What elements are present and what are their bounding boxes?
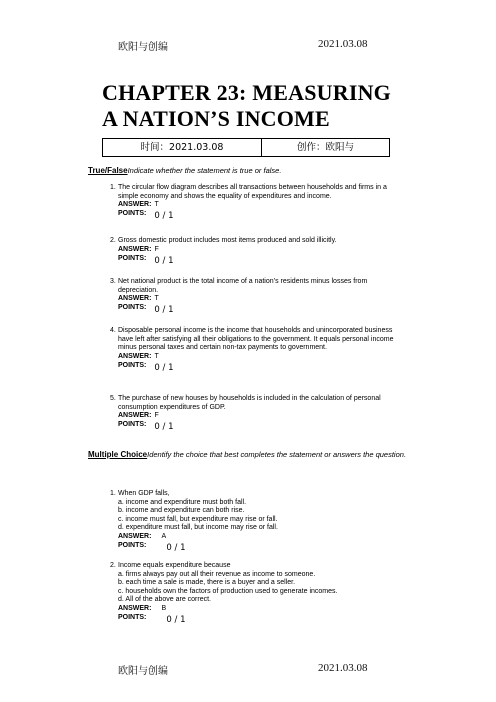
option-d: d. All of the above are correct. bbox=[118, 596, 211, 603]
answer-value: T bbox=[154, 201, 159, 208]
mc-question-1: 1. When GDP falls, a. income and expenditure must both fall. b. income and expenditure can both rise. c. income must fall, but expenditure may rise or fall. d. expenditure must fall, but income may rise or fall. ANSWER: A POINTS: 0 / 1 bbox=[118, 490, 400, 550]
footer-date: 2021.03.08 bbox=[318, 662, 368, 674]
question-text: Gross domestic product includes most items produced and sold illicitly. bbox=[118, 237, 337, 244]
points-value: 0 / 1 bbox=[154, 305, 174, 315]
option-a: a. firms always pay out all their revenue as income to someone. bbox=[118, 570, 316, 578]
tf-question-5: 5. The purchase of new houses by households is included in the calculation of personal consumption expenditures of GDP. ANSWER: F POINTS: 0 / 1 bbox=[110, 395, 381, 432]
question-text: Net national product is the total income of a nation’s residents minus losses from depreciation. bbox=[118, 278, 368, 294]
points-value: 0 / 1 bbox=[154, 211, 174, 221]
answer-value: B bbox=[161, 604, 167, 612]
answer-value: F bbox=[154, 412, 159, 419]
answer-value: F bbox=[154, 245, 159, 253]
points-value: 0 / 1 bbox=[154, 362, 174, 373]
question-text: The purchase of new houses by households is included in the calculation of personal consumption expenditures of GDP. bbox=[118, 395, 381, 411]
question-text: When GDP falls, bbox=[118, 490, 170, 497]
section-instruction: Identify the choice that best completes the statement or answers the question. bbox=[147, 450, 407, 459]
tf-question-4: 4. Disposable personal income is the income that households and unincorporated business have left after satisfying all their obligations to the government. It equals personal income minus personal taxes and certain non-tax payments to government. ANSWER: T POINTS: 0 / 1 bbox=[110, 327, 394, 373]
question-text: Disposable personal income is the income that households and unincorporated business have left after satisfying all their obligations to the government. It equals personal income minus personal taxes and certain non-tax payments to government. bbox=[118, 327, 394, 351]
answer-value: T bbox=[154, 295, 159, 302]
points-value: 0 / 1 bbox=[166, 542, 186, 553]
section-true-false-heading bbox=[88, 166, 408, 175]
header-author: 欧阳与创编 bbox=[118, 42, 168, 53]
tf-question-2: 2. Gross domestic product includes most items produced and sold illicitly. ANSWER: F POINTS: 0 / 1 bbox=[110, 237, 337, 266]
title-line-2: A NATION’S INCOME bbox=[102, 106, 330, 131]
section-multiple-choice-heading bbox=[88, 450, 408, 459]
footer-author: 欧阳与创编 bbox=[118, 666, 168, 677]
option-b: b. income and expenditure can both rise. bbox=[118, 507, 245, 514]
option-c: c. income must fall, but expenditure may rise or fall. bbox=[118, 515, 278, 523]
section-instruction: Indicate whether the statement is true or false. bbox=[127, 166, 282, 175]
meta-table bbox=[102, 138, 390, 157]
tf-question-3: 3. Net national product is the total income of a nation’s residents minus losses from depreciation. ANSWER: T POINTS: 0 / 1 bbox=[110, 278, 368, 315]
section-title: True/False bbox=[88, 166, 128, 175]
section-title: Multiple Choice bbox=[88, 450, 148, 459]
answer-value: T bbox=[154, 352, 159, 360]
points-value: 0 / 1 bbox=[166, 614, 186, 625]
title-line-1: CHAPTER 23: MEASURING bbox=[102, 80, 391, 105]
option-d: d. expenditure must fall, but income may rise or fall. bbox=[118, 524, 278, 531]
question-text: The circular flow diagram describes all transactions between households and firms in a simple economy and shows the equality of expenditures and income. bbox=[118, 184, 387, 200]
mc-question-2: 2. Income equals expenditure because a. firms always pay out all their revenue as income to someone. b. each time a sale is made, there is a buyer and a seller. c. households own the factors of production used to generate incomes. d. All of the above are correct. ANSWER: B POINTS: 0 / 1 bbox=[118, 562, 400, 622]
answer-value: A bbox=[161, 532, 167, 540]
header-date: 2021.03.08 bbox=[318, 38, 368, 50]
chapter-title bbox=[102, 80, 402, 132]
option-a: a. income and expenditure must both fall. bbox=[118, 498, 247, 506]
points-value: 0 / 1 bbox=[154, 255, 174, 266]
meta-time: 时间：2021.03.08 bbox=[103, 139, 262, 156]
meta-author: 创作：欧阳与 bbox=[296, 142, 354, 153]
option-c: c. households own the factors of production used to generate incomes. bbox=[118, 587, 338, 595]
tf-question-1: 1. The circular flow diagram describes all transactions between households and firms in a simple economy and shows the equality of expenditures and income. ANSWER: T POINTS: 0 / 1 bbox=[110, 184, 387, 221]
option-b: b. each time a sale is made, there is a buyer and a seller. bbox=[118, 579, 296, 586]
question-text: Income equals expenditure because bbox=[118, 562, 231, 569]
points-value: 0 / 1 bbox=[154, 422, 174, 432]
